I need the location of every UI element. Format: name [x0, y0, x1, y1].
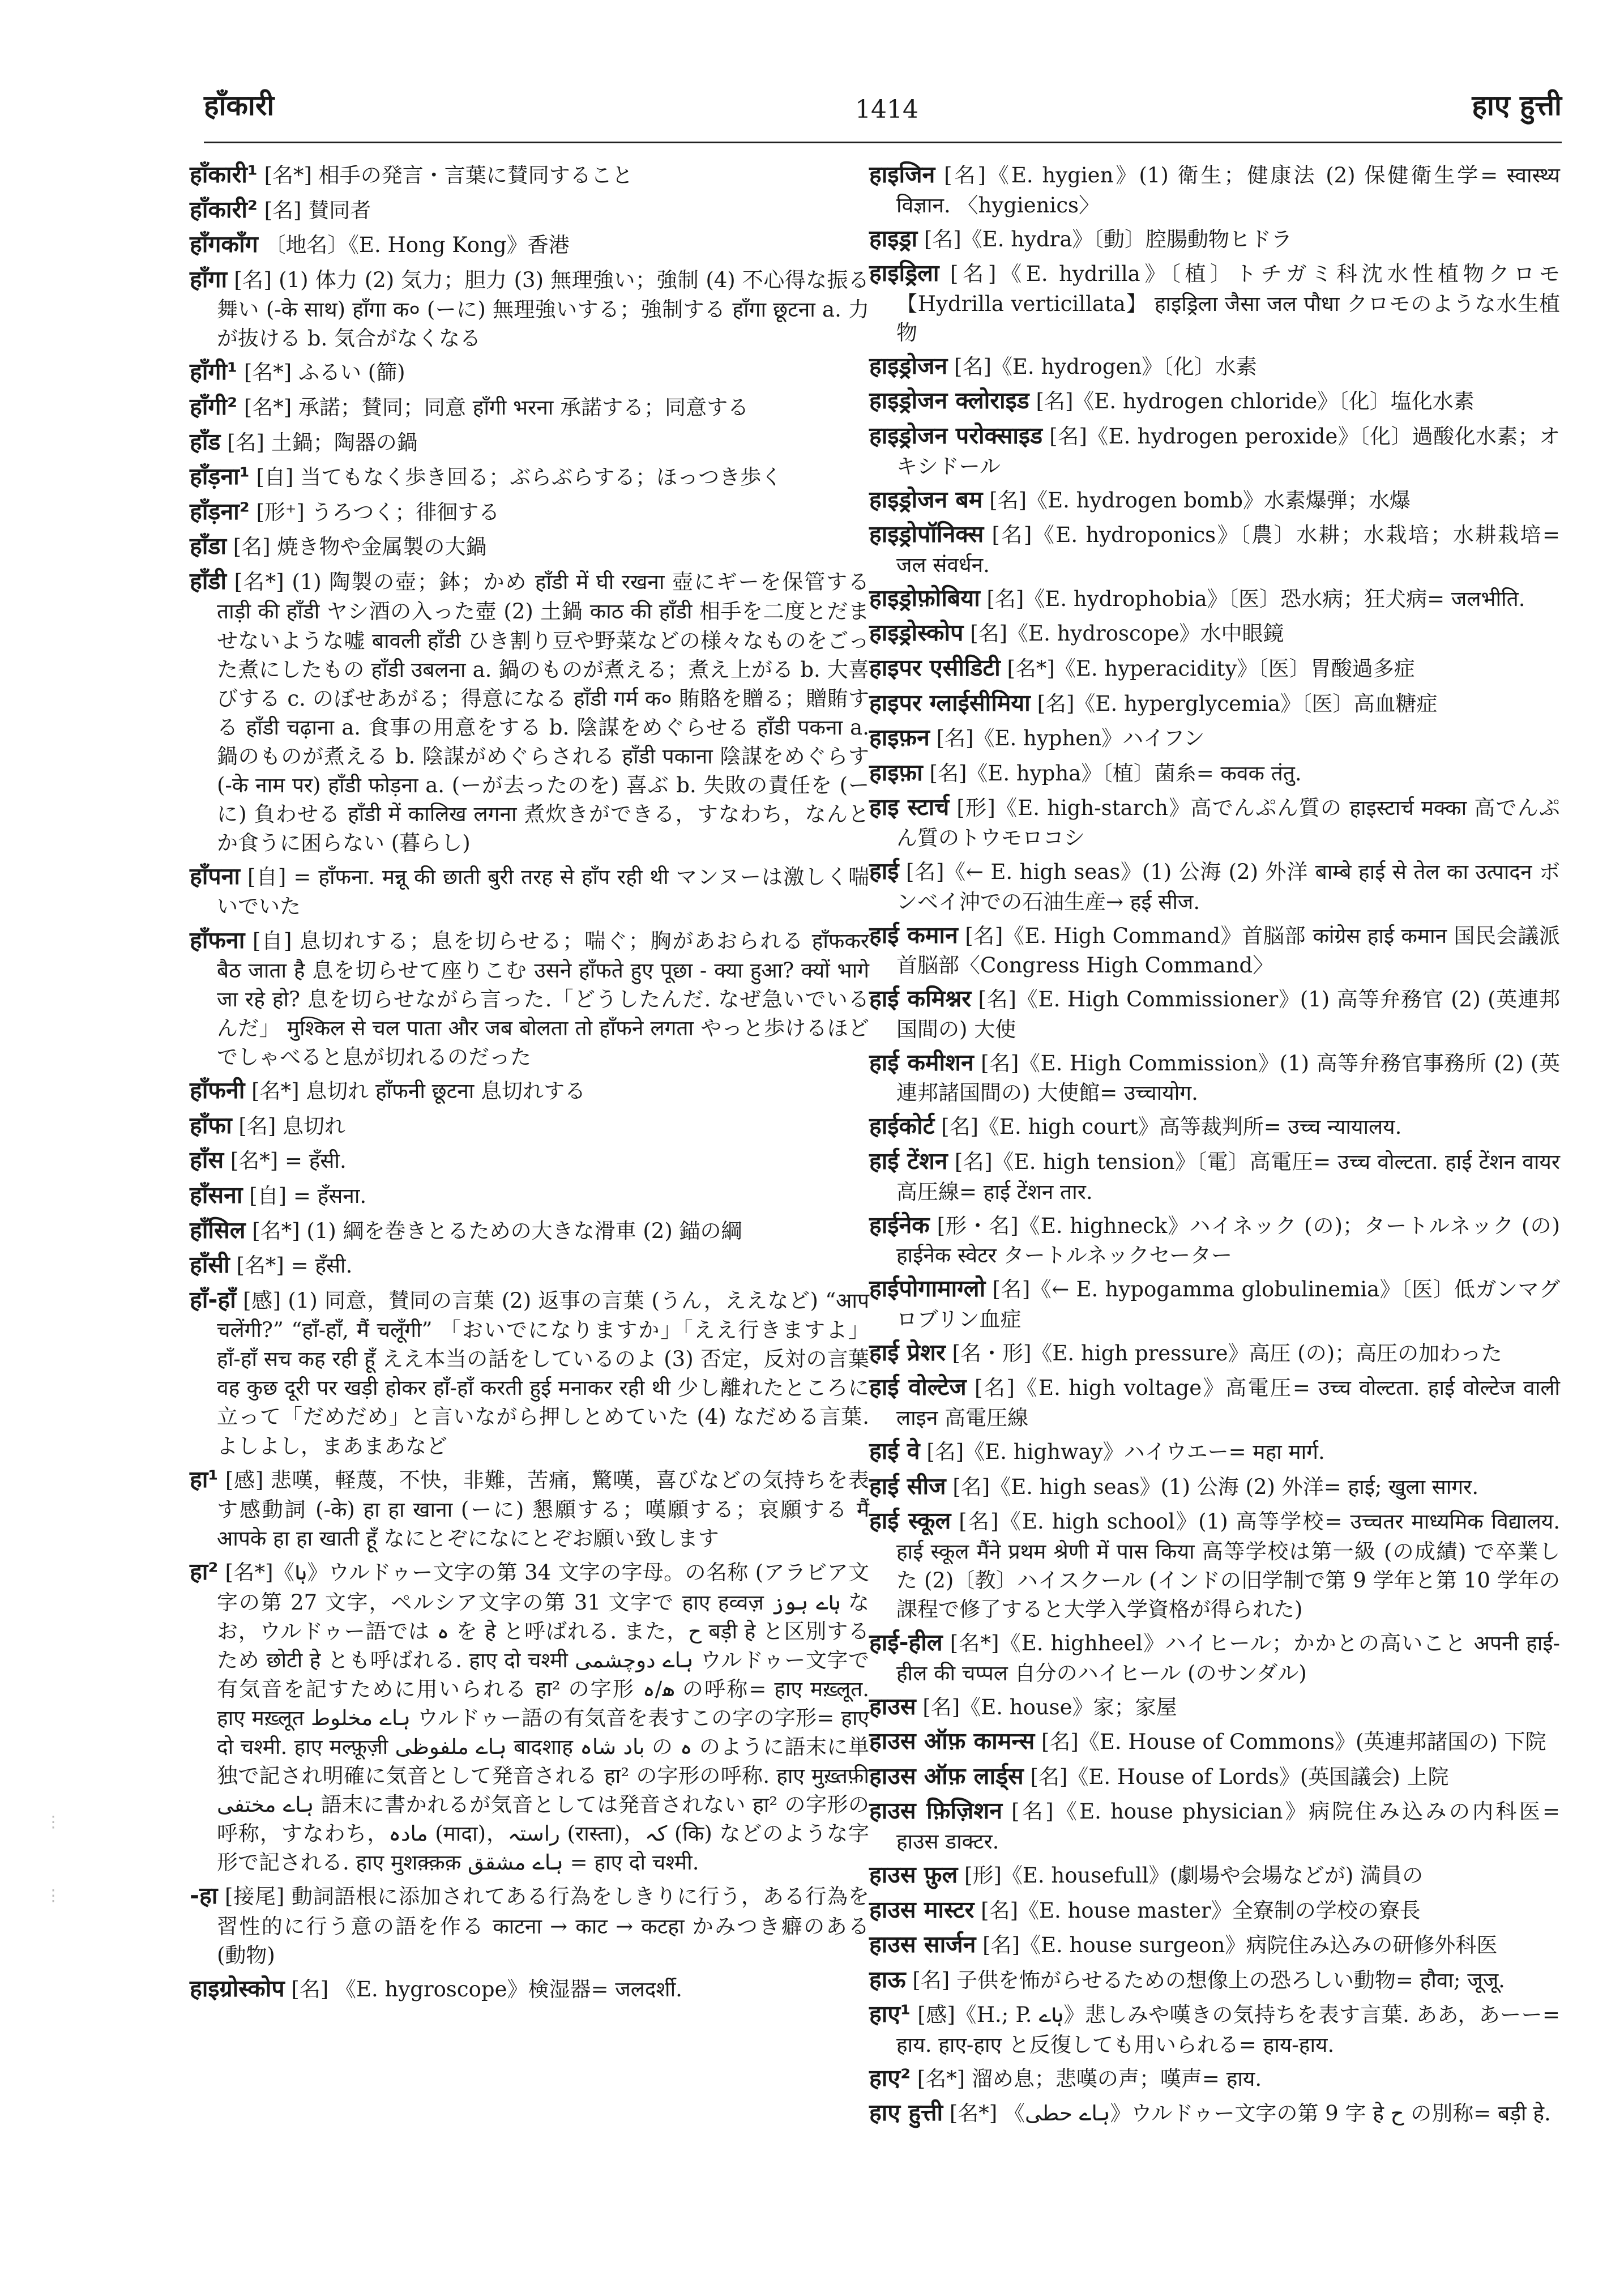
entry-headword: हाइड्रोजन परोक्साइड	[869, 422, 1043, 450]
entry-headword: हाँफा	[190, 1111, 232, 1139]
entry-definition: [名] 《E. hygroscope》検湿器= जलदर्शी.	[291, 1977, 682, 2001]
entry-definition: [名・形]《E. high pressure》高圧 (の)；高圧の加わった	[952, 1341, 1502, 1365]
dictionary-entry	[190, 1179, 869, 1211]
entry-headword: हाँकारी¹	[190, 161, 258, 188]
dictionary-entry	[869, 1209, 1560, 1270]
page-number: 1414	[855, 95, 918, 124]
dictionary-entry	[869, 1998, 1560, 2059]
dictionary-entry	[869, 757, 1560, 789]
entry-headword: हाई प्रेशर	[869, 1338, 946, 1366]
entry-definition: [自] = हाँफना. मन्नू की छाती बुरी तरह से हाँप रही थी マンヌーは激しく喘いでいた	[217, 864, 869, 919]
dictionary-entry	[190, 263, 869, 353]
entry-headword: हा¹	[190, 1465, 219, 1493]
dictionary-entry	[869, 1273, 1560, 1334]
entry-headword: हाई कमिश्नर	[869, 985, 971, 1013]
entry-headword: हाँ-हाँ	[190, 1286, 236, 1313]
dictionary-entry	[869, 2097, 1560, 2129]
dictionary-entry	[869, 1435, 1560, 1467]
entry-definition: [名]《E. hydrilla》〔植〕トチガミ科沈水性植物クロモ【Hydrilla verticillata】 हाइड्रिला जैसा जल पौधा クロモのような水生植物	[896, 262, 1560, 345]
dictionary-entry	[869, 1859, 1560, 1891]
dictionary-entry	[869, 855, 1560, 916]
margin-mark: ⋮	[45, 1886, 61, 1905]
entry-headword: हाई स्कूल	[869, 1507, 951, 1535]
dictionary-entry	[869, 983, 1560, 1044]
entry-headword: हाए²	[869, 2064, 911, 2092]
entry-headword: हाईकोर्ट	[869, 1112, 935, 1140]
entry-definition: [名*] = हँसी.	[230, 1149, 347, 1173]
dictionary-entry	[190, 1074, 869, 1107]
entry-definition: [名]《E. house surgeon》病院住み込みの研修外科医	[982, 1933, 1498, 1958]
entry-headword: हाउस ऑफ़ कामन्स	[869, 1727, 1035, 1755]
entry-headword: हाँस	[190, 1146, 224, 1174]
dictionary-entry	[869, 1110, 1560, 1142]
dictionary-entry	[190, 1249, 869, 1281]
entry-headword: हाइड्रोफ़ोबिया	[869, 584, 980, 612]
dictionary-entry	[869, 1627, 1560, 1688]
entry-headword: हाई वे	[869, 1437, 920, 1465]
dictionary-entry	[190, 1973, 869, 2005]
entry-definition: [名]《E. House of Commons》(英連邦諸国の) 下院	[1041, 1730, 1546, 1755]
entry-definition: [名] 焼き物や金属製の大鍋	[233, 535, 487, 560]
dictionary-entry	[869, 919, 1560, 980]
entry-headword: हाँड़ना²	[190, 497, 250, 525]
entry-headword: हाइड्रोपॉनिक्स	[869, 520, 984, 548]
entry-definition: [自] 息切れする；息を切らせる；喘ぐ；胸があおられる हाँफकर बैठ जाता है 息を切らせて座りこむ उसने हाँफते हुए पूछा - क्या हुआ? क्यों भागे जा रहे हो? 息を切らせながら言った.「どうしたんだ. なぜ急いでいるんだ」 मुश्किल से चल पाता और जब बोलता तो हाँफने लगता やっと歩けるほどでしゃべると息が切れるのだった	[217, 928, 869, 1070]
entry-headword: हाँगा	[190, 265, 228, 293]
dictionary-entry	[190, 1284, 869, 1461]
dictionary-entry	[869, 1505, 1560, 1624]
dictionary-entry	[869, 582, 1560, 614]
entry-headword: हाँडा	[190, 532, 226, 560]
dictionary-entry	[869, 518, 1560, 579]
entry-definition: [名]《E. hyperglycemia》〔医〕高血糖症	[1037, 691, 1438, 716]
entry-headword: हाइड्रोजन	[869, 352, 948, 379]
dictionary-entry	[190, 1880, 869, 1970]
entry-definition: 〔地名〕《E. Hong Kong》香港	[264, 233, 570, 258]
entry-definition: [名]《E. high court》高等裁判所= उच्च न्यायालय.	[941, 1115, 1402, 1139]
dictionary-entry	[869, 1047, 1560, 1108]
entry-definition: [名]《← E. high seas》(1) 公海 (2) 外洋 बाम्बे हाई से तेल का उत्पादन ボンベイ沖での石油生産→ हई सीज.	[896, 859, 1560, 914]
dictionary-entry	[869, 223, 1560, 255]
entry-definition: [名]《E. hydroscope》水中眼鏡	[970, 621, 1284, 646]
entry-definition: [名*] (1) 陶製の壺；鉢；かめ हाँडी में घी रखना 壺にギーを保管する ताड़ी की हाँडी ヤシ酒の入った壺 (2) 土鍋 काठ की हाँडी 相手を二度とだませないような嘘 बावली हाँडी ひき割り豆や野菜などの様々なものをごった煮にしたもの हाँडी उबलना a. 鍋のものが煮える；煮え上がる b. 大喜びする c. のぼせあがる；得意になる हाँडी गर्म क० 賄賂を贈る；贈賄する हाँडी चढ़ाना a. 食事の用意をする b. 陰謀をめぐらせる हाँडी पकना a. 鍋のものが煮える b. 陰謀がめぐらされる हाँडी पकाना 陰謀をめぐらす (-के नाम पर) हाँडी फोड़ना a. (ーが去ったのを) 喜ぶ b. 失敗の責任を (ーに) 負わせる हाँडी में कालिख लगना 煮炊きができる，すなわち，なんとか食うに困らない (暮らし)	[217, 569, 870, 855]
entry-definition: [名]《E. house physician》病院住み込みの内科医= हाउस डाक्टर.	[896, 1799, 1560, 1854]
entry-headword: हाए¹	[869, 2000, 911, 2028]
entry-definition: [自] 当てもなく歩き回る；ぶらぶらする；ほっつき歩く	[256, 465, 783, 490]
entry-headword: हाइफ़ा	[869, 758, 923, 786]
entry-definition: [名*] 相手の発言・言葉に賛同すること	[264, 163, 633, 187]
header-rule	[204, 142, 1562, 143]
dictionary-entry	[869, 350, 1560, 382]
dictionary-entry	[869, 1725, 1560, 1757]
entry-headword: हाइपर ग्लाईसीमिया	[869, 689, 1031, 716]
entry-headword: हाउस फ़िज़िशन	[869, 1797, 1003, 1825]
entry-headword: हाँगकाँग	[190, 231, 258, 258]
entry-definition: [感] 悲嘆，軽蔑，不快，非難，苦痛，驚嘆，喜びなどの気持ちを表す感動詞 (-के) हा हा खाना (ーに) 懇願する；嘆願する；哀願する मैं आपके हा हा खाती हूँ なにとぞになにとぞお願い致します	[217, 1467, 869, 1551]
dictionary-entry	[869, 1964, 1560, 1996]
entry-headword: हाँगी²	[190, 392, 238, 420]
entry-definition: [名]《← E. hypogamma globulinemia》〔医〕低ガンマグロブリン血症	[896, 1277, 1560, 1331]
dictionary-entry	[869, 1145, 1560, 1206]
entry-headword: हाई वोल्टेज	[869, 1373, 967, 1401]
dictionary-entry	[869, 2062, 1560, 2094]
entry-headword: हाई सीज	[869, 1472, 946, 1500]
entry-definition: [名]《E. hyphen》ハイフン	[936, 726, 1205, 751]
dictionary-entry	[869, 617, 1560, 649]
dictionary-entry	[869, 1760, 1560, 1792]
entry-headword: हाई	[869, 857, 899, 885]
entry-definition: [名]《E. hydrogen chloride》〔化〕塩化水素	[1036, 389, 1475, 414]
entry-definition: [名]《E. High Command》首脳部 कांग्रेस हाई कमान 国民会議派首脳部〈Congress High Command〉	[896, 923, 1560, 978]
dictionary-entry	[190, 426, 869, 458]
entry-definition: [形]《E. high-starch》高でんぷん質の हाइस्टार्च मक्का 高でんぷん質のトウモロコシ	[896, 796, 1560, 850]
entry-definition: [名]《E. highway》ハイウエー= महा मार्ग.	[926, 1440, 1325, 1465]
entry-definition: [名] (1) 体力 (2) 気力；胆力 (3) 無理強い；強制 (4) 不心得な振る舞い (-के साथ) हाँगा क० (ーに) 無理強いする；強制する हाँगा छूटना a. 力が抜ける b. 気合がなくなる	[217, 267, 869, 351]
dictionary-entry	[190, 496, 869, 528]
entry-headword: हाऊ	[869, 1965, 906, 1993]
entry-headword: हाँसिल	[190, 1216, 246, 1244]
dictionary-entry	[190, 1109, 869, 1142]
dictionary-entry	[869, 722, 1560, 754]
entry-definition: [名*] 溜め息；悲嘆の声；嘆声= हाय.	[917, 2066, 1262, 2091]
entry-definition: [名]《E. house》家；家屋	[922, 1695, 1177, 1719]
dictionary-entry	[190, 356, 869, 388]
entry-definition: [名]《E. hydrogen bomb》水素爆弾；水爆	[989, 488, 1411, 513]
entry-headword: हाइग्रोस्कोप	[190, 1974, 285, 2002]
entry-definition: [自] = हँसना.	[249, 1184, 367, 1208]
entry-headword: हा²	[190, 1558, 219, 1586]
entry-definition: [形⁺] うろつく；徘徊する	[256, 500, 500, 524]
entry-definition: [名] 土鍋；陶器の鍋	[227, 430, 418, 455]
entry-definition: [名*]《E. hyperacidity》〔医〕胃酸過多症	[1007, 656, 1415, 681]
dictionary-entry	[190, 460, 869, 493]
entry-headword: हाइड्रोस्कोप	[869, 619, 964, 647]
dictionary-entry	[190, 228, 869, 261]
entry-headword: हाइड्रा	[869, 224, 918, 252]
entry-definition: [名*]《ہا》ウルドゥー文字の第 34 文字の字母。の名称 (アラビア文字の第 27 文字，ペルシア文字の第 31 文字で हाए हव्वज़ ہاے ہوز なお，ウルドゥー語では ہ を हे と呼ばれる. また，ح बड़ी हे と区別するため छोटी हे とも呼ばれる. हाए दो चश्मी ہاے دوچشمی ウルドゥー文字で有気音を記すために用いられる हा² の字形 ھ/ہ の呼称= हाए मख़्लूत. हाए मख़्लूत ہاے مخلوط ウルドゥー語の有気音を表すこの字の字形= हाए दो चश्मी. हाए मल्फ़ूज़ी ہاے ملفوظی बादशाह باد شاہ の ہ のように語末に単独で記され明確に気音として発音される हा² の字形の呼称. हाए मुख़्तफ़ी ہاے مختفی 語末に書かれるが気音としては発音されない हा² の字形の呼称，すなわち，مادہ (मादा)，راستہ (रास्ता)，کہ (कि) などのような字形で記される. हाए मुशक़्क़क़ ہاے مشقق = हाए दो चश्मी.	[217, 1560, 870, 1875]
entry-definition: [感]《H.; P. ہاے》悲しみや嘆きの気持ちを表す言葉. ああ，あーー= हाय. हाए-हाए と反復しても用いられる= हाय-हाय.	[896, 2003, 1561, 2057]
dictionary-entry	[190, 1463, 869, 1553]
entry-headword: हाई कमान	[869, 921, 958, 949]
entry-headword: हाइड्रोजन क्लोराइड	[869, 387, 1029, 415]
entry-headword: हाँसी	[190, 1251, 230, 1279]
entry-headword: हाईपोगामाग्लो	[869, 1275, 986, 1303]
dictionary-entry	[869, 1337, 1560, 1369]
entry-headword: हाउस सार्जन	[869, 1931, 976, 1958]
entry-headword: हाउस ऑफ़ लार्ड्स	[869, 1762, 1024, 1790]
dictionary-entry	[869, 484, 1560, 516]
entry-headword: हाँसना	[190, 1181, 243, 1209]
entry-definition: [名*] 《ہاے حطی》ウルドゥー文字の第 9 字 हे ح の別称= बड़ी हे.	[949, 2101, 1551, 2126]
dictionary-entry	[869, 159, 1560, 220]
dictionary-entry	[190, 1144, 869, 1176]
entry-headword: हाइफ़न	[869, 724, 930, 752]
entry-definition: [名]《E. hydrogen peroxide》〔化〕過酸化水素；オキシドール	[896, 424, 1561, 479]
dictionary-entry	[190, 565, 869, 857]
entry-definition: [名]《E. High Commissioner》(1) 高等弁務官 (2) (英連邦国間の) 大使	[896, 987, 1560, 1042]
right-column	[869, 159, 1560, 2132]
entry-headword: हाँपना	[190, 862, 241, 890]
entry-definition: [名] 息切れ	[238, 1113, 346, 1138]
entry-definition: [名*] ふるい (篩)	[243, 360, 405, 385]
dictionary-entry	[190, 860, 869, 921]
entry-definition: [感] (1) 同意，賛同の言葉 (2) 返事の言葉 (うん，ええなど) “आप चलेंगी?” “हाँ-हाँ, मैं चलूँगी” 「おいでになりますか」「ええ行きますよ」 हाँ-हाँ सच कह रही हूँ ええ本当の話をしているのよ (3) 否定，反対の言葉 वह कुछ दूरी पर खड़ी होकर हाँ-हाँ करती हुई मनाकर रही थी 少し離れたところに立って「だめだめ」と言いながら押しとめていた (4) なだめる言葉. よしよし，まあまあなど	[217, 1288, 870, 1458]
entry-headword: हाँकारी²	[190, 195, 258, 223]
dictionary-entry	[869, 687, 1560, 719]
entry-definition: [名*] 息切れ हाँफनी छूटना 息切れする	[251, 1079, 586, 1104]
dictionary-entry	[190, 924, 869, 1072]
right-running-headword: हाए हुत्ती	[1472, 88, 1562, 122]
entry-headword: हाइजिन	[869, 161, 935, 188]
page-header	[204, 85, 1562, 147]
entry-headword: हाउस मास्टर	[869, 1896, 975, 1923]
entry-headword: हाई टेंशन	[869, 1147, 948, 1175]
dictionary-entry	[190, 1556, 869, 1877]
dictionary-entry	[869, 1691, 1560, 1723]
entry-headword: हाँगी¹	[190, 358, 238, 386]
entry-headword: हाँड़ना¹	[190, 463, 250, 490]
entry-definition: [名] 子供を怖がらせるための想像上の恐ろしい動物= हौवा; जूजू.	[912, 1967, 1505, 1992]
entry-definition: [名]《E. hydrophobia》〔医〕恐水病；狂犬病= जलभीति.	[986, 586, 1525, 611]
entry-headword: हाँफनी	[190, 1077, 245, 1104]
entry-definition: [名]《E. House of Lords》(英国議会) 上院	[1030, 1764, 1449, 1789]
entry-definition: [形]《E. housefull》(劇場や会場などが) 満員の	[964, 1863, 1424, 1888]
dictionary-entry	[869, 791, 1560, 852]
entry-headword: हाउस	[869, 1692, 916, 1720]
entry-definition: [名]《E. hypha》〔植〕菌糸= कवक तंतु.	[929, 761, 1302, 786]
entry-headword: हाउस फ़ुल	[869, 1860, 958, 1888]
dictionary-entry	[869, 1894, 1560, 1926]
entry-headword: -हा	[190, 1882, 218, 1910]
dictionary-entry	[190, 391, 869, 423]
left-column	[190, 159, 869, 2008]
entry-headword: हाँडी	[190, 567, 226, 595]
dictionary-entry	[869, 257, 1560, 347]
entry-definition: [名] 賛同者	[264, 198, 371, 223]
entry-headword: हाइड्रोजन बम	[869, 485, 983, 513]
entry-headword: हाँड	[190, 428, 221, 455]
dictionary-entry	[190, 159, 869, 191]
dictionary-entry	[869, 652, 1560, 684]
dictionary-entry	[190, 194, 869, 226]
entry-definition: [名]《E. hygien》(1) 衛生；健康法 (2) 保健衛生学= स्वास्थ्य विज्ञान. 〈hygienics〉	[896, 163, 1560, 217]
entry-definition: [名]《E. high tension》〔電〕高電圧= उच्च वोल्टता. हाई टेंशन वायर 高圧線= हाई टेंशन तार.	[896, 1150, 1561, 1204]
entry-definition: [名*] (1) 綱を巻きとるための大きな滑車 (2) 錨の綱	[252, 1218, 742, 1243]
entry-definition: [名]《E. hydroponics》〔農〕水耕；水栽培；水耕栽培= जल संवर्धन.	[896, 523, 1560, 577]
entry-headword: हाईनेक	[869, 1211, 930, 1239]
entry-definition: [名]《E. hydra》〔動〕腔腸動物ヒドラ	[924, 227, 1292, 251]
entry-definition: [接尾] 動詞語根に添加されてある行為をしきりに行う，ある行為を習性的に行う意の語を作る काटना → काट → कटहा かみつき癖のある (動物)	[217, 1884, 869, 1967]
entry-definition: [名]《E. hydrogen》〔化〕水素	[954, 354, 1257, 379]
dictionary-entry	[869, 385, 1560, 417]
dictionary-entry	[869, 1470, 1560, 1503]
entry-headword: हाँफना	[190, 926, 245, 954]
entry-definition: [形・名]《E. highneck》ハイネック (の)；タートルネック (の) हाईनेक स्वेटर タートルネックセーター	[896, 1213, 1560, 1268]
entry-definition: [名]《E. high school》(1) 高等学校= उच्चतर माध्यमिक विद्यालय. हाई स्कूल मैंने प्रथम श्रेणी में पास किया 高等学校は第一級 (の成績) で卒業した (2)〔教〕ハイスクール (インドの旧学制で第 9 学年と第 10 学年の課程で修了すると大学入学資格が得られた)	[896, 1509, 1561, 1621]
left-running-headword: हाँकारी	[204, 88, 275, 122]
entry-headword: हाई-हील	[869, 1628, 943, 1656]
entry-headword: हाई कमीशन	[869, 1048, 974, 1076]
margin-mark: ⋮	[45, 1812, 61, 1831]
entry-definition: [名]《E. house master》全寮制の学校の寮長	[981, 1898, 1421, 1923]
entry-headword: हाइ स्टार्च	[869, 793, 950, 821]
entry-definition: [名*]《E. highheel》ハイヒール；かかとの高いこと अपनी हाई-हील की चप्पल 自分のハイヒール (のサンダル)	[896, 1631, 1561, 1685]
dictionary-entry	[190, 1214, 869, 1247]
entry-definition: [名]《E. High Commission》(1) 高等弁務官事務所 (2) (英連邦諸国間の) 大使館= उच्चायोग.	[896, 1051, 1561, 1106]
dictionary-entry	[190, 530, 869, 562]
entry-definition: [名]《E. high seas》(1) 公海 (2) 外洋= हाई; खुला सागर.	[952, 1474, 1479, 1499]
dictionary-entry	[869, 1928, 1560, 1961]
entry-headword: हाइपर एसीडिटी	[869, 654, 1001, 682]
entry-headword: हाइड्रिला	[869, 259, 939, 287]
entry-definition: [名*] = हँसी.	[236, 1253, 353, 1278]
dictionary-entry	[869, 1371, 1560, 1432]
dictionary-entry	[869, 420, 1560, 481]
entry-definition: [名]《E. high voltage》高電圧= उच्च वोल्टता. हाई वोल्टेज वाली लाइन 高電圧線	[896, 1376, 1561, 1431]
dictionary-entry	[869, 1795, 1560, 1856]
entry-headword: हाए हुत्ती	[869, 2099, 943, 2127]
entry-definition: [名*] 承諾；賛同；同意 हाँगी भरना 承諾する；同意する	[243, 395, 749, 420]
